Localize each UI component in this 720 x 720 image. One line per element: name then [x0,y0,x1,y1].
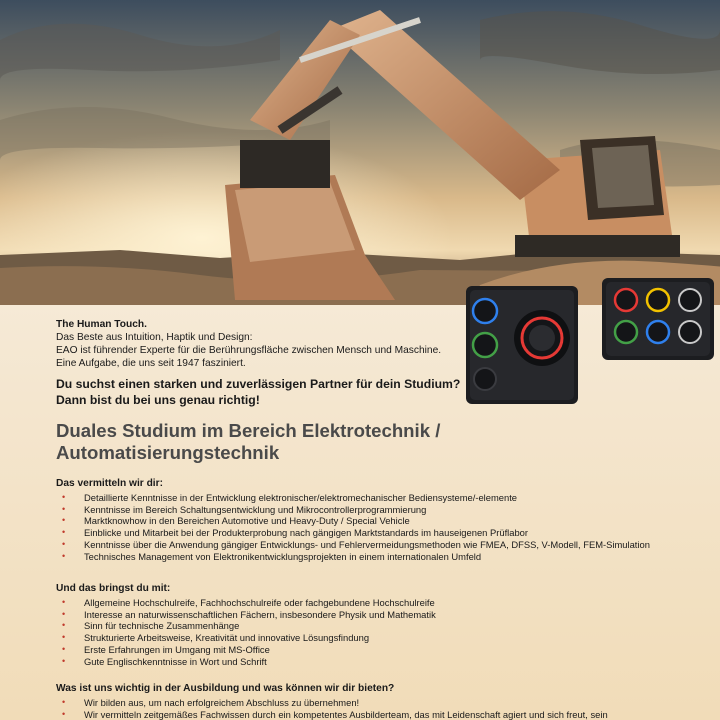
list-item: • Technisches Management von Elektronikentwicklungsprojekten in einem internationalen Umfeld [56,551,666,563]
intro-block [56,318,456,370]
list-item: • Allgemeine Hochschulreife, Fachhochschulreife oder fachgebundene Hochschulreife [56,597,666,609]
bullet-list [56,597,666,668]
section-title: Und das bringst du mit: [56,583,171,594]
list-item: • Kenntnisse im Bereich Schaltungsentwicklung und Mikrocontrollerprogrammierung [56,504,666,516]
control-panel-products-image [462,278,720,413]
section-requirements [56,583,666,668]
list-item: • Marktknowhow in den Bereichen Automotive und Heavy-Duty / Special Vehicle [56,515,666,527]
section-skills-taught [56,478,666,563]
list-item: • Interesse an naturwissenschaftlichen Fächern, insbesondere Physik und Mathematik [56,609,666,621]
list-item: • Strukturierte Arbeitsweise, Kreativität und innovative Lösungsfindung [56,632,666,644]
keypad-panel [602,278,714,360]
intro-line-1: Das Beste aus Intuition, Haptik und Design: [56,332,253,343]
bullet-list [56,697,666,720]
tagline: The Human Touch. [56,319,147,330]
excavator-hero-image [0,0,720,305]
list-item: • Einblicke und Mitarbeit bei der Produkterprobung nach gängigen Marktstandards im hauseigenen Prüflabor [56,527,666,539]
list-item: • Sinn für technische Zusammenhänge [56,620,666,632]
section-offer [56,683,666,720]
list-item: • Detaillierte Kenntnisse in der Entwicklung elektronischer/elektromechanischer Bediensysteme/-elemente [56,492,666,504]
list-item: • Kenntnisse über die Anwendung gängiger Entwicklungs- und Fehlervermeidungsmethoden wie FMEA, DFSS, V-Modell, FEM-Simulation [56,539,666,551]
list-item: • Wir vermitteln zeitgemäßes Fachwissen durch ein kompetentes Ausbilderteam, das mit Leidenschaft agiert und sich freut, sein [56,709,666,720]
cta-line-2: Dann bist du bei uns genau richtig! [56,392,260,407]
section-title: Was ist uns wichtig in der Ausbildung und was können wir dir bieten? [56,683,395,694]
bullet-list [56,492,666,563]
intro-line-2: EAO ist führender Experte für die Berührungsfläche zwischen Mensch und Maschine. Eine Aufgabe, die uns seit 1947 fasziniert. [56,345,442,369]
list-item: • Gute Englischkenntnisse in Wort und Schrift [56,656,666,668]
rotary-control-panel [466,286,578,404]
call-to-action [56,377,476,408]
cta-line-1: Du suchst einen starken und zuverlässigen Partner für dein Studium? [56,377,461,391]
section-title: Das vermitteln wir dir: [56,478,163,489]
list-item: • Erste Erfahrungen im Umgang mit MS-Office [56,644,666,656]
list-item: • Wir bilden aus, um nach erfolgreichem Abschluss zu übernehmen! [56,697,666,709]
job-title: Duales Studium im Bereich Elektrotechnik / Automatisierungstechnik [56,420,441,463]
